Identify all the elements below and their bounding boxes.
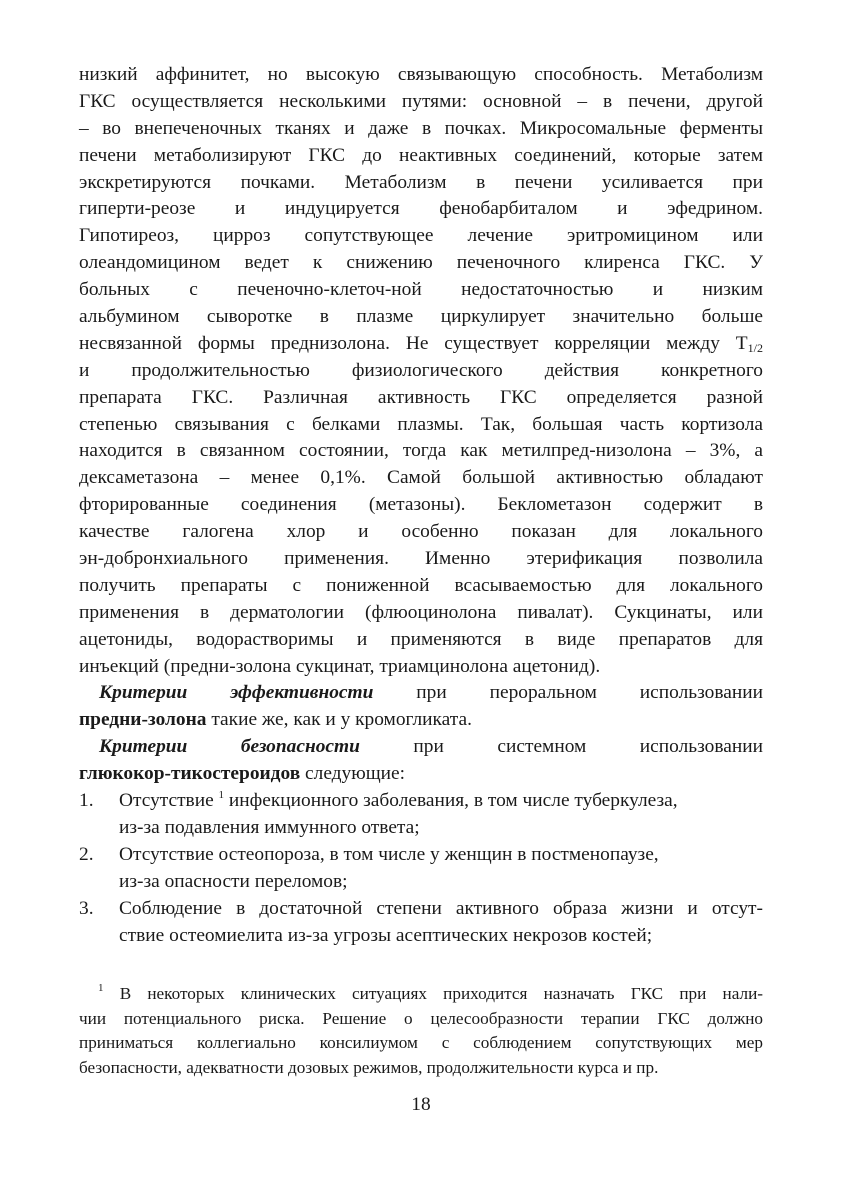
paragraph-line: степенью связывания с белками плазмы. Так, большая часть кортизола: [79, 413, 763, 435]
efficacy-rest: при пероральном использовании: [373, 682, 764, 704]
paragraph-line-text: несвязанной формы преднизолона. Не существует корреляции между Т: [79, 332, 748, 354]
paragraph-line: качестве галогена хлор и особенно показан для локального: [79, 521, 763, 543]
efficacy-criteria-line: [79, 707, 763, 734]
list-number: 2.: [79, 843, 94, 865]
paragraph-line: ГКС осуществляется несколькими путями: основной – в печени, другой: [79, 90, 763, 112]
efficacy-criteria-line: [79, 680, 763, 707]
list-item-line: ствие остеомиелита из-за угрозы асептических некрозов костей;: [119, 924, 653, 946]
footnote-reference[interactable]: 1: [218, 789, 225, 802]
list-item: [79, 842, 763, 896]
efficacy-term: Критерии эффективности: [99, 682, 374, 704]
paragraph-line: инъекций (предни-золона сукцинат, триамцинолона ацетонид).: [79, 655, 601, 677]
safety-rest: при системном использовании: [359, 736, 764, 758]
paragraph-line: низкий аффинитет, но высокую связывающую способность. Метаболизм: [79, 64, 763, 85]
footnote-line: приниматься коллегиально консилиумом с соблюдением сопутствующих мер: [79, 1033, 763, 1053]
safety-term: Критерии безопасности: [99, 736, 360, 758]
safety-criteria-line: [79, 761, 763, 788]
paragraph-line: [79, 331, 763, 358]
footnote-line: чии потенциального риска. Решение о целесообразности терапии ГКС должно: [79, 1008, 763, 1028]
paragraph-line: – во внепеченочных тканях и даже в почках. Микросомальные ферменты: [79, 117, 763, 139]
paragraph-line: дексаметазона – менее 0,1%. Самой большой активностью обладают: [79, 467, 763, 489]
paragraph-line: олеандомицином ведет к снижению печеночного клиренса ГКС. У: [79, 252, 763, 274]
list-item-line: из-за опасности переломов;: [119, 870, 348, 892]
paragraph-line: Гипотиреоз, цирроз сопутствующее лечение эритромицином или: [79, 225, 763, 247]
efficacy-drug: предни-золона: [79, 709, 207, 731]
paragraph-line: и продолжительностью физиологического действия конкретного: [79, 359, 763, 381]
list-item-line: Соблюдение в достаточной степени активного образа жизни и отсут-: [119, 897, 763, 919]
list-item-line: Отсутствие остеопороза, в том числе у женщин в постменопаузе,: [119, 843, 659, 865]
list-item-line: из-за подавления иммунного ответа;: [119, 816, 420, 838]
paragraph-line: экскретируются почками. Метаболизм в печени усиливается при: [79, 171, 763, 193]
footnote: [79, 982, 763, 1080]
list-item-text: Отсутствие: [119, 790, 219, 812]
list-number: 3.: [79, 897, 94, 919]
list-number: 1.: [79, 790, 94, 812]
paragraph-line: применения в дерматологии (флюоцинолона пивалат). Сукцинаты, или: [79, 601, 763, 623]
safety-criteria-line: [79, 734, 763, 761]
list-item-text: инфекционного заболевания, в том числе туберкулеза,: [224, 790, 678, 812]
footnote-line: [79, 982, 763, 1007]
paragraph-line: печени метаболизируют ГКС до неактивных соединений, которые затем: [79, 144, 763, 166]
t-half-subscript: 1/2: [747, 340, 763, 355]
paragraph-line: гиперти-реозе и индуцируется фенобарбиталом и эфедрином.: [79, 198, 763, 220]
footnote-line: безопасности, адекватности дозовых режимов, продолжительности курса и пр.: [79, 1057, 659, 1077]
paragraph-line: ацетониды, водорастворимы и применяются в виде препаратов для: [79, 628, 763, 650]
efficacy-rest: такие же, как и у кромогликата.: [206, 709, 472, 731]
list-item: [79, 896, 763, 950]
paragraph-line: фторированные соединения (метазоны). Беклометазон содержит в: [79, 494, 763, 516]
paragraph-line: альбумином сыворотке в плазме циркулирует значительно больше: [79, 306, 763, 328]
footnote-text: В некоторых клинических ситуациях приходится назначать ГКС при нали-: [103, 984, 763, 1003]
paragraph-line: находится в связанном состоянии, тогда как метилпред-низолона – 3%, а: [79, 440, 763, 462]
footnote-marker: 1: [98, 982, 104, 994]
paragraph-line: препарата ГКС. Различная активность ГКС определяется разной: [79, 386, 763, 408]
main-text: [79, 62, 763, 949]
safety-rest: следующие:: [300, 763, 406, 785]
list-item-line: [79, 788, 763, 815]
paragraph-line: больных с печеночно-клеточ-ной недостаточностью и низким: [79, 279, 763, 301]
list-item: [79, 788, 763, 842]
paragraph-line: эн-добронхиального применения. Именно этерификация позволила: [79, 548, 763, 570]
paragraph-line: получить препараты с пониженной всасываемостью для локального: [79, 574, 763, 596]
page-number: 18: [411, 1094, 431, 1115]
safety-drug: глюкокор-тикостероидов: [79, 763, 301, 785]
